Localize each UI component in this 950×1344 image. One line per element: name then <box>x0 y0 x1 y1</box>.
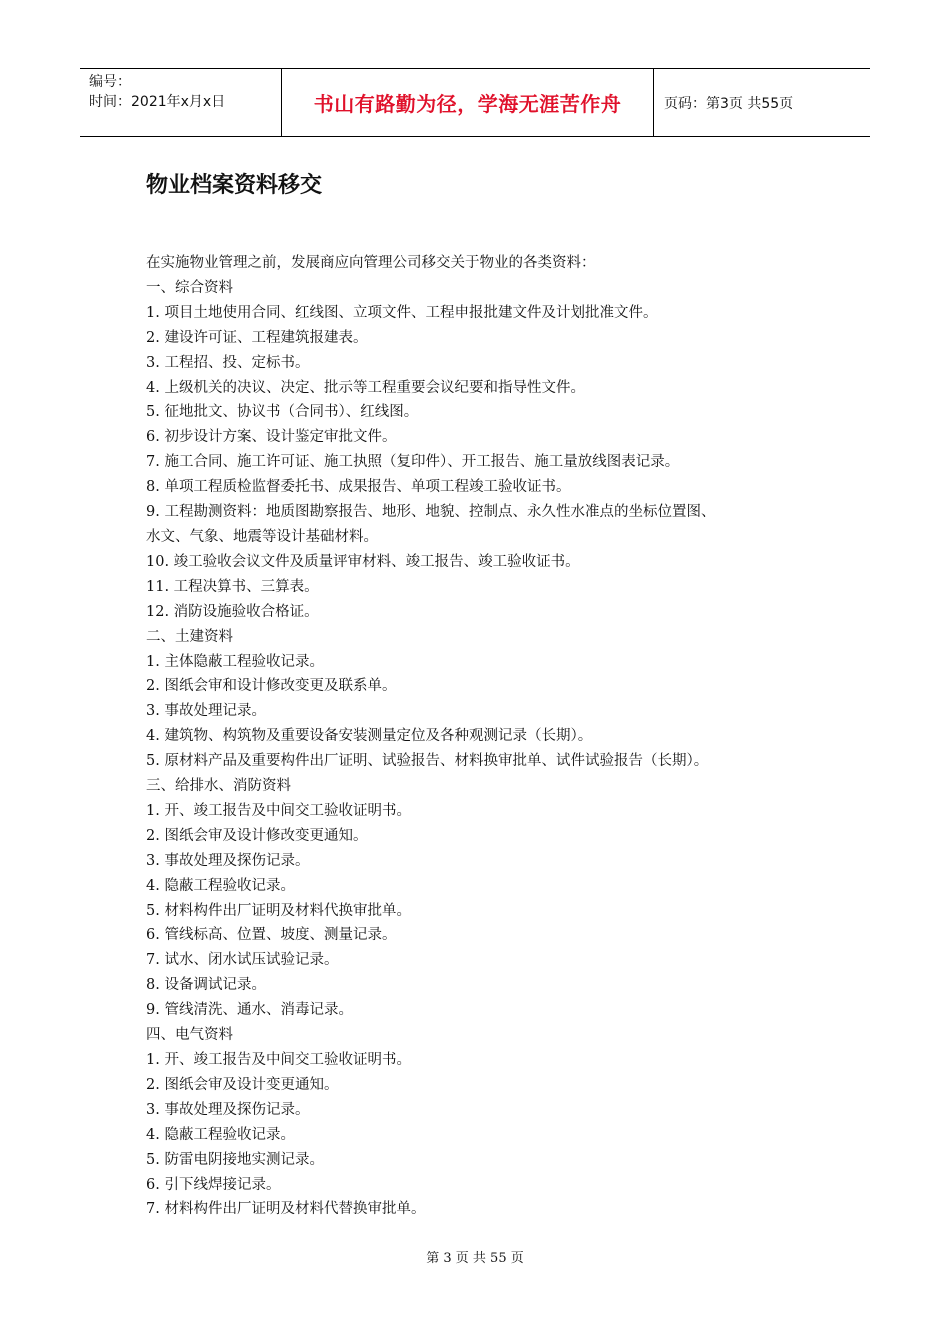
text-line: 3. 事故处理记录。 <box>146 703 266 720</box>
text-line: 5. 材料构件出厂证明及材料代换审批单。 <box>146 902 411 919</box>
text-line: 3. 事故处理及探伤记录。 <box>146 852 310 869</box>
text-line: 6. 管线标高、位置、坡度、测量记录。 <box>146 927 397 944</box>
document-time-label: 时间：2021年x月x日 <box>89 94 226 110</box>
text-line: 7. 试水、闭水试压试验记录。 <box>146 952 339 969</box>
text-line: 5. 原材料产品及重要构件出厂证明、试验报告、材料换审批单、试件试验报告（长期）。 <box>146 753 709 770</box>
text-line: 12. 消防设施验收合格证。 <box>146 603 319 620</box>
header-motto: 书山有路勤为径，学海无涯苦作舟 <box>282 69 654 136</box>
text-line: 4. 上级机关的决议、决定、批示等工程重要会议纪要和指导性文件。 <box>146 379 585 396</box>
text-line: 7. 材料构件出厂证明及材料代替换审批单。 <box>146 1201 426 1218</box>
header-page-info: 页码：第3页 共55页 <box>664 95 794 112</box>
text-line: 5. 征地批文、协议书（合同书）、红线图。 <box>146 404 419 421</box>
document-title: 物业档案资料移交 <box>146 173 323 198</box>
text-line: 6. 引下线焊接记录。 <box>146 1176 281 1193</box>
document-number-label: 编号： <box>89 74 131 90</box>
text-line: 2. 图纸会审及设计变更通知。 <box>146 1076 339 1093</box>
document-body <box>146 251 846 1222</box>
text-line: 2. 图纸会审和设计修改变更及联系单。 <box>146 678 397 695</box>
text-line: 7. 施工合同、施工许可证、施工执照（复印件）、开工报告、施工量放线图表记录。 <box>146 454 680 471</box>
text-line: 10. 竣工验收会议文件及质量评审材料、竣工报告、竣工验收证书。 <box>146 553 580 570</box>
text-line: 2. 图纸会审及设计修改变更通知。 <box>146 827 368 844</box>
text-line: 9. 工程勘测资料：地质图勘察报告、地形、地貌、控制点、永久性水准点的坐标位置图、 <box>146 504 716 521</box>
text-line: 1. 开、竣工报告及中间交工验收证明书。 <box>146 802 411 819</box>
text-line: 9. 管线清洗、通水、消毒记录。 <box>146 1002 353 1019</box>
text-line: 在实施物业管理之前，发展商应向管理公司移交关于物业的各类资料： <box>146 255 596 271</box>
text-line: 4. 建筑物、构筑物及重要设备安装测量定位及各种观测记录（长期）。 <box>146 728 593 745</box>
text-line: 一、综合资料 <box>146 279 233 296</box>
text-line: 8. 设备调试记录。 <box>146 977 266 994</box>
text-line: 1. 开、竣工报告及中间交工验收证明书。 <box>146 1052 411 1068</box>
text-line: 3. 工程招、投、定标书。 <box>146 354 310 371</box>
text-line: 1. 主体隐蔽工程验收记录。 <box>146 653 324 670</box>
text-line: 5. 防雷电阴接地实测记录。 <box>146 1151 324 1168</box>
text-line: 3. 事故处理及探伤记录。 <box>146 1101 310 1118</box>
text-line: 6. 初步设计方案、设计鉴定审批文件。 <box>146 429 397 446</box>
text-line: 8. 单项工程质检监督委托书、成果报告、单项工程竣工验收证书。 <box>146 479 571 496</box>
page-footer: 第 3 页 共 55 页 <box>426 1251 524 1266</box>
text-line: 11. 工程决算书、三算表。 <box>146 578 319 595</box>
text-line: 4. 隐蔽工程验收记录。 <box>146 877 295 894</box>
text-line: 二、土建资料 <box>146 628 233 645</box>
text-line: 水文、气象、地震等设计基础材料。 <box>146 528 378 545</box>
text-line: 4. 隐蔽工程验收记录。 <box>146 1126 295 1143</box>
text-line: 1. 项目土地使用合同、红线图、立项文件、工程申报批建文件及计划批准文件。 <box>146 304 658 321</box>
header-meta <box>80 69 282 136</box>
text-line: 2. 建设许可证、工程建筑报建表。 <box>146 329 368 346</box>
text-line: 三、给排水、消防资料 <box>146 778 291 795</box>
text-line: 四、电气资料 <box>146 1027 233 1044</box>
page-header <box>80 68 870 137</box>
